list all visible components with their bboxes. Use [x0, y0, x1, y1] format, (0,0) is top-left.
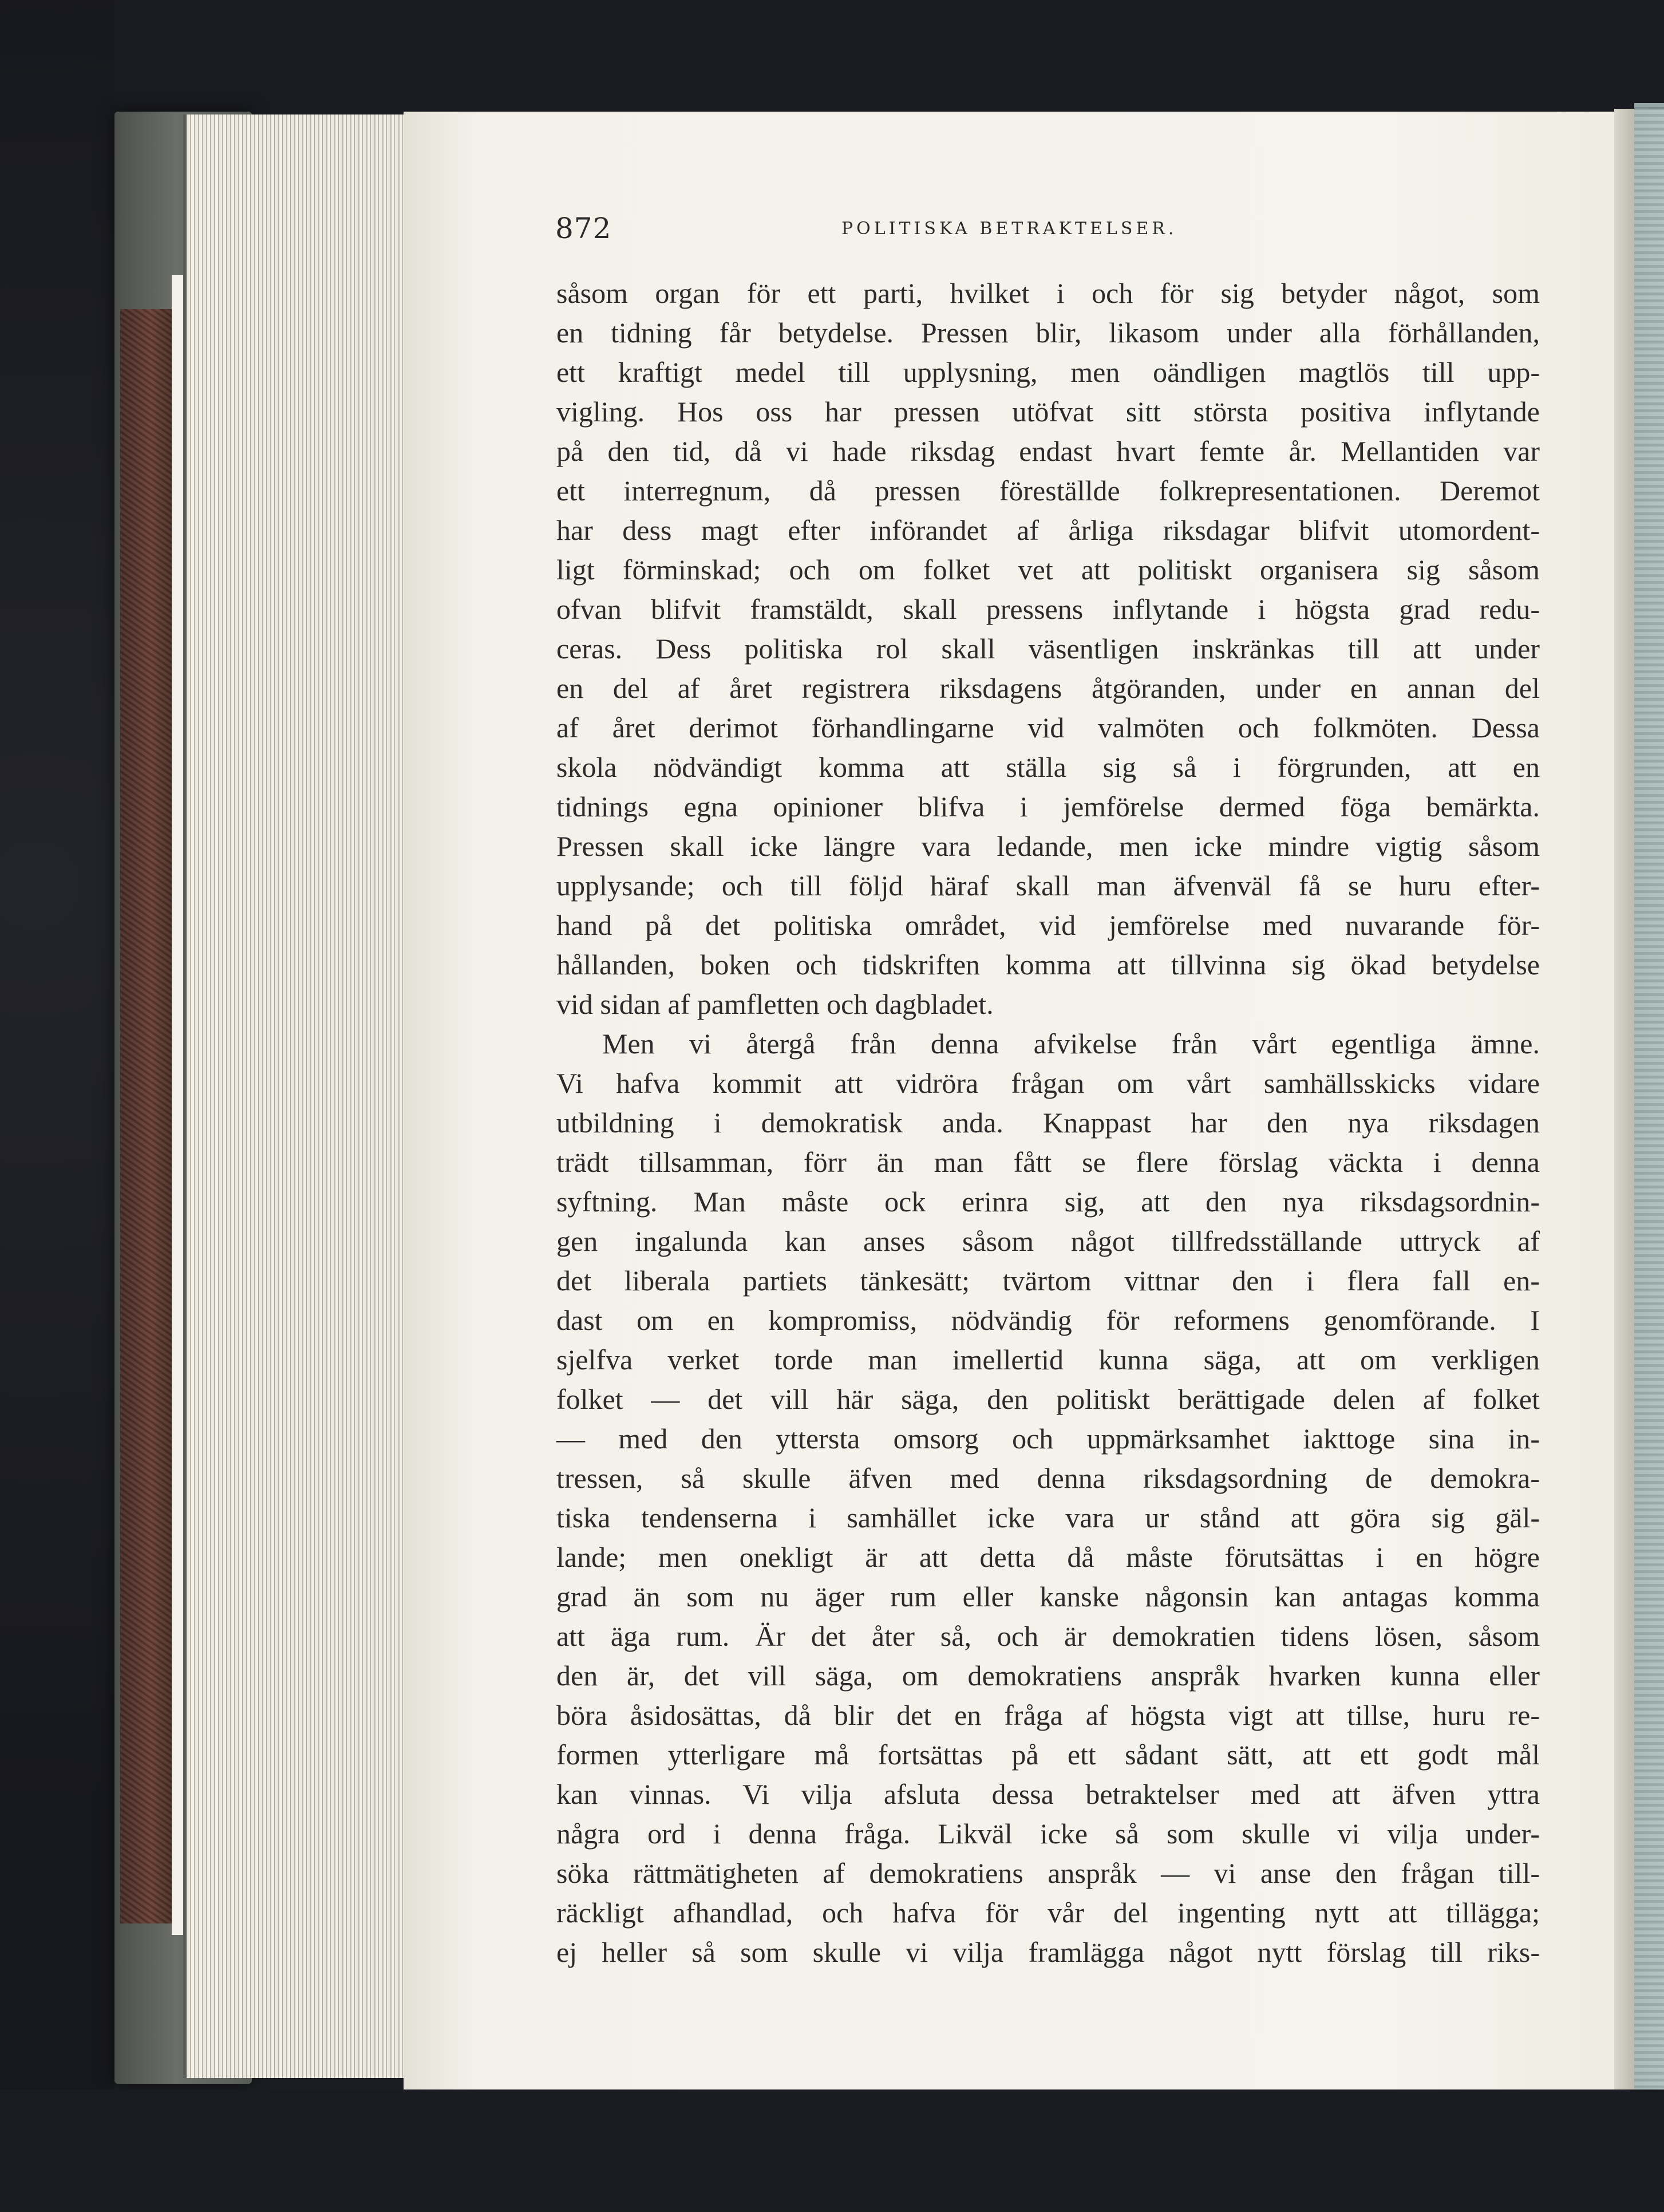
text-line: folket — det vill här säga, den politiskt berättigade delen af folket [556, 1383, 1540, 1415]
text-line: Vi hafva kommit att vidröra frågan om vårt samhällsskicks vidare [556, 1067, 1540, 1099]
text-line: tressen, så skulle äfven med denna riksdagsordning de demokra- [556, 1462, 1540, 1494]
text-line: ceras. Dess politiska rol skall väsentligen inskränkas till att under [556, 633, 1540, 665]
text-line: ligt förminskad; och om folket vet att politiskt organisera sig såsom [556, 554, 1540, 586]
text-line: tidnings egna opinioner blifva i jemförelse dermed föga bemärkta. [556, 791, 1540, 823]
text-line: har dess magt efter införandet af årliga riksdagar blifvit utomordent- [556, 514, 1540, 546]
text-line: vigling. Hos oss har pressen utöfvat sitt största positiva inflytande [556, 396, 1540, 428]
text-line: dast om en kompromiss, nödvändig för reformens genomförande. I [556, 1304, 1540, 1336]
background-top [0, 0, 1664, 114]
text-line: ett kraftigt medel till upplysning, men oändligen magtlös till upp- [556, 356, 1540, 388]
text-line: ett interregnum, då pressen föreställde folkrepresentationen. Deremot [556, 475, 1540, 507]
text-line: Pressen skall icke längre vara ledande, men icke mindre vigtig såsom [556, 830, 1540, 862]
text-line: räckligt afhandlad, och hafva för vår del ingenting nytt att tillägga; [556, 1897, 1540, 1929]
text-line: hand på det politiska området, vid jemförelse med nuvarande för- [556, 909, 1540, 941]
cover-endpaper [172, 275, 183, 1935]
text-line: en tidning får betydelse. Pressen blir, likasom under alla förhållanden, [556, 317, 1540, 349]
text-line: formen ytterligare må fortsättas på ett sådant sätt, att ett godt mål [556, 1739, 1540, 1771]
text-line: ofvan blifvit framstäldt, skall pressens inflytande i högsta grad redu- [556, 593, 1540, 625]
page-edges [183, 114, 416, 2078]
text-line: utbildning i demokratisk anda. Knappast har den nya riksdagen [556, 1107, 1540, 1139]
text-line: af året derimot förhandlingarne vid valmöten och folkmöten. Dessa [556, 712, 1540, 744]
page-number: 872 [555, 212, 612, 245]
text-line: lande; men onekligt är att detta då måste förutsättas i en högre [556, 1541, 1540, 1573]
background-left [0, 0, 114, 2212]
text-line: gen ingalunda kan anses såsom något tillfredsställande uttryck af [556, 1225, 1540, 1257]
text-line: trädt tillsamman, förr än man fått se flere förslag väckta i denna [556, 1146, 1540, 1178]
text-line: såsom organ för ett parti, hvilket i och för sig betyder något, som [556, 277, 1540, 309]
background-bottom [0, 2089, 1664, 2212]
text-line: hållanden, boken och tidskriften komma att tillvinna sig ökad betydelse [556, 949, 1540, 981]
text-line: vid sidan af pamfletten och dagbladet. [556, 988, 994, 1020]
text-line: söka rättmätigheten af demokratiens anspråk — vi anse den frågan till- [556, 1857, 1540, 1889]
text-line: upplysande; och till följd häraf skall man äfvenväl få se huru efter- [556, 870, 1540, 902]
text-line: tiska tendenserna i samhället icke vara ur stånd att göra sig gäl- [556, 1502, 1540, 1534]
text-line: det liberala partiets tänkesätt; tvärtom vittnar den i flera fall en- [556, 1265, 1540, 1297]
text-line: Men vi återgå från denna afvikelse från vårt egentliga ämne. [602, 1028, 1540, 1060]
text-line: ej heller så som skulle vi vilja framlägga något nytt förslag till riks- [556, 1936, 1540, 1968]
text-line: kan vinnas. Vi vilja afsluta dessa betraktelser med att äfven yttra [556, 1778, 1540, 1810]
text-line: grad än som nu äger rum eller kanske någonsin kan antagas komma [556, 1581, 1540, 1613]
text-line: syftning. Man måste ock erinra sig, att den nya riksdagsordnin- [556, 1186, 1540, 1218]
body-text [556, 274, 1540, 1972]
text-line: sjelfva verket torde man imellertid kunna säga, att om verkligen [556, 1344, 1540, 1376]
facing-page-edge [1634, 103, 1664, 2089]
text-line: — med den yttersta omsorg och uppmärksamhet iakttoge sina in- [556, 1423, 1540, 1455]
text-line: några ord i denna fråga. Likväl icke så som skulle vi vilja under- [556, 1818, 1540, 1850]
text-line: en del af året registrera riksdagens åtgöranden, under en annan del [556, 672, 1540, 704]
cover-leather-binding [120, 309, 172, 1923]
running-title: POLITISKA BETRAKTELSER. [841, 219, 1177, 239]
text-line: den är, det vill säga, om demokratiens anspråk hvarken kunna eller [556, 1660, 1540, 1692]
text-line: på den tid, då vi hade riksdag endast hvart femte år. Mellantiden var [556, 435, 1540, 467]
text-line: böra åsidosättas, då blir det en fråga af högsta vigt att tillse, huru re- [556, 1699, 1540, 1731]
page-header [555, 212, 1540, 258]
text-line: att äga rum. Är det åter så, och är demokratien tidens lösen, såsom [556, 1620, 1540, 1652]
text-line: skola nödvändigt komma att ställa sig så i förgrunden, att en [556, 751, 1540, 783]
